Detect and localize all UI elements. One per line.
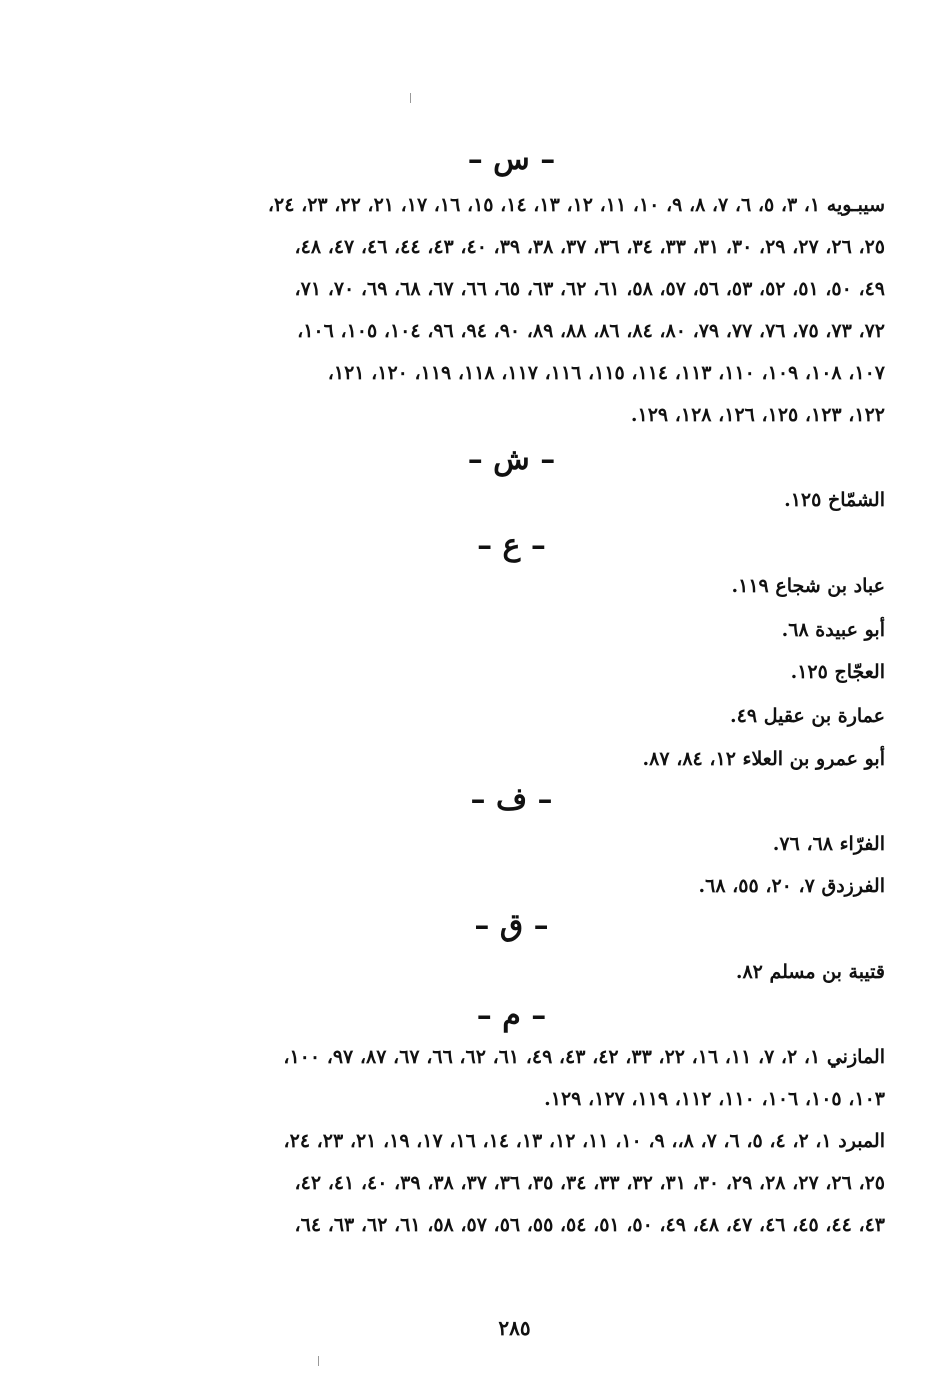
section-header-fa: – ف – bbox=[470, 782, 553, 817]
entry-abu-ubayda: أبو عبيدة ٦٨. bbox=[781, 619, 885, 641]
section-header-qaf: – ق – bbox=[474, 908, 549, 943]
entry-ajjaj: العجّاج ١٢٥. bbox=[790, 661, 885, 683]
section-header-shin: – ش – bbox=[467, 442, 556, 477]
entry-line: ٢٥، ٢٦، ٢٧، ٢٩، ٣٠، ٣١، ٣٣، ٣٤، ٣٦، ٣٧، ٣٨، ٣٩، ٤٠، ٤٣، ٤٤، ٤٦، ٤٧، ٤٨، bbox=[294, 236, 885, 258]
entry-line: ٧٢، ٧٣، ٧٥، ٧٦، ٧٧، ٧٩، ٨٠، ٨٤، ٨٦، ٨٨، ٨٩، ٩٠، ٩٤، ٩٦، ١٠٤، ١٠٥، ١٠٦، bbox=[297, 320, 885, 342]
entry-line: المازني ١، ٢، ٧، ١١، ١٦، ٢٢، ٣٣، ٤٢، ٤٣، ٤٩، ٦١، ٦٢، ٦٦، ٦٧، ٨٧، ٩٧، ١٠٠، bbox=[283, 1046, 885, 1068]
entry-line: سيبـويه ١، ٣، ٥، ٦، ٧، ٨، ٩، ١٠، ١١، ١٢، ١٣، ١٤، ١٥، ١٦، ١٧، ٢١، ٢٢، ٢٣، ٢٤، bbox=[267, 194, 885, 216]
entry-abu-amr: أبو عمرو بن العلاء ١٢، ٨٤، ٨٧. bbox=[642, 748, 885, 770]
entry-mazini bbox=[142, 1036, 885, 1120]
entry-line: ١٠٧، ١٠٨، ١٠٩، ١١٠، ١١٣، ١١٤، ١١٥، ١١٦، ١١٧، ١١٨، ١١٩، ١٢٠، ١٢١، bbox=[327, 362, 885, 384]
entry-sibawayh bbox=[142, 184, 885, 436]
page-number: ٢٨٥ bbox=[498, 1316, 531, 1340]
section-header-mim: – م – bbox=[476, 998, 547, 1033]
section-header-ayn: – ع – bbox=[477, 528, 546, 563]
entry-line: ١٢٢، ١٢٣، ١٢٥، ١٢٦، ١٢٨، ١٢٩. bbox=[630, 404, 885, 426]
entry-line: ١٠٣، ١٠٥، ١٠٦، ١١٠، ١١٢، ١١٩، ١٢٧، ١٢٩. bbox=[544, 1088, 885, 1110]
entry-line: ٤٩، ٥٠، ٥١، ٥٢، ٥٣، ٥٦، ٥٧، ٥٨، ٦١، ٦٢، ٦٣، ٦٥، ٦٦، ٦٧، ٦٨، ٦٩، ٧٠، ٧١، bbox=[294, 278, 885, 300]
entry-line: المبرد ١، ٢، ٤، ٥، ٦، ٧، ٨،، ٩، ١٠، ١١، ١٢، ١٣، ١٤، ١٦، ١٧، ١٩، ٢١، ٢٣، ٢٤، bbox=[283, 1130, 885, 1152]
entry-abbad: عباد بن شجاع ١١٩. bbox=[731, 575, 885, 597]
entry-line: ٢٥، ٢٦، ٢٧، ٢٨، ٢٩، ٣٠، ٣١، ٣٢، ٣٣، ٣٤، ٣٥، ٣٦، ٣٧، ٣٨، ٣٩، ٤٠، ٤١، ٤٢، bbox=[294, 1172, 885, 1194]
scan-mark-bottom bbox=[318, 1356, 319, 1366]
entry-farra: الفرّاء ٦٨، ٧٦. bbox=[772, 833, 885, 855]
entry-qutayba: قتيبة بن مسلم ٨٢. bbox=[735, 961, 885, 983]
entry-mubarrad bbox=[142, 1120, 885, 1246]
entry-umara: عمارة بن عقيل ٤٩. bbox=[730, 705, 885, 727]
scan-mark-top bbox=[410, 93, 411, 103]
section-header-sin: – س – bbox=[467, 142, 556, 177]
entry-line: ٤٣، ٤٤، ٤٥، ٤٦، ٤٧، ٤٨، ٤٩، ٥٠، ٥١، ٥٤، ٥٥، ٥٦، ٥٧، ٥٨، ٦١، ٦٢، ٦٣، ٦٤، bbox=[294, 1214, 885, 1236]
entry-shammakh: الشمّاخ ١٢٥. bbox=[784, 489, 885, 511]
entry-farazdaq: الفرزدق ٧، ٢٠، ٥٥، ٦٨. bbox=[698, 875, 885, 897]
